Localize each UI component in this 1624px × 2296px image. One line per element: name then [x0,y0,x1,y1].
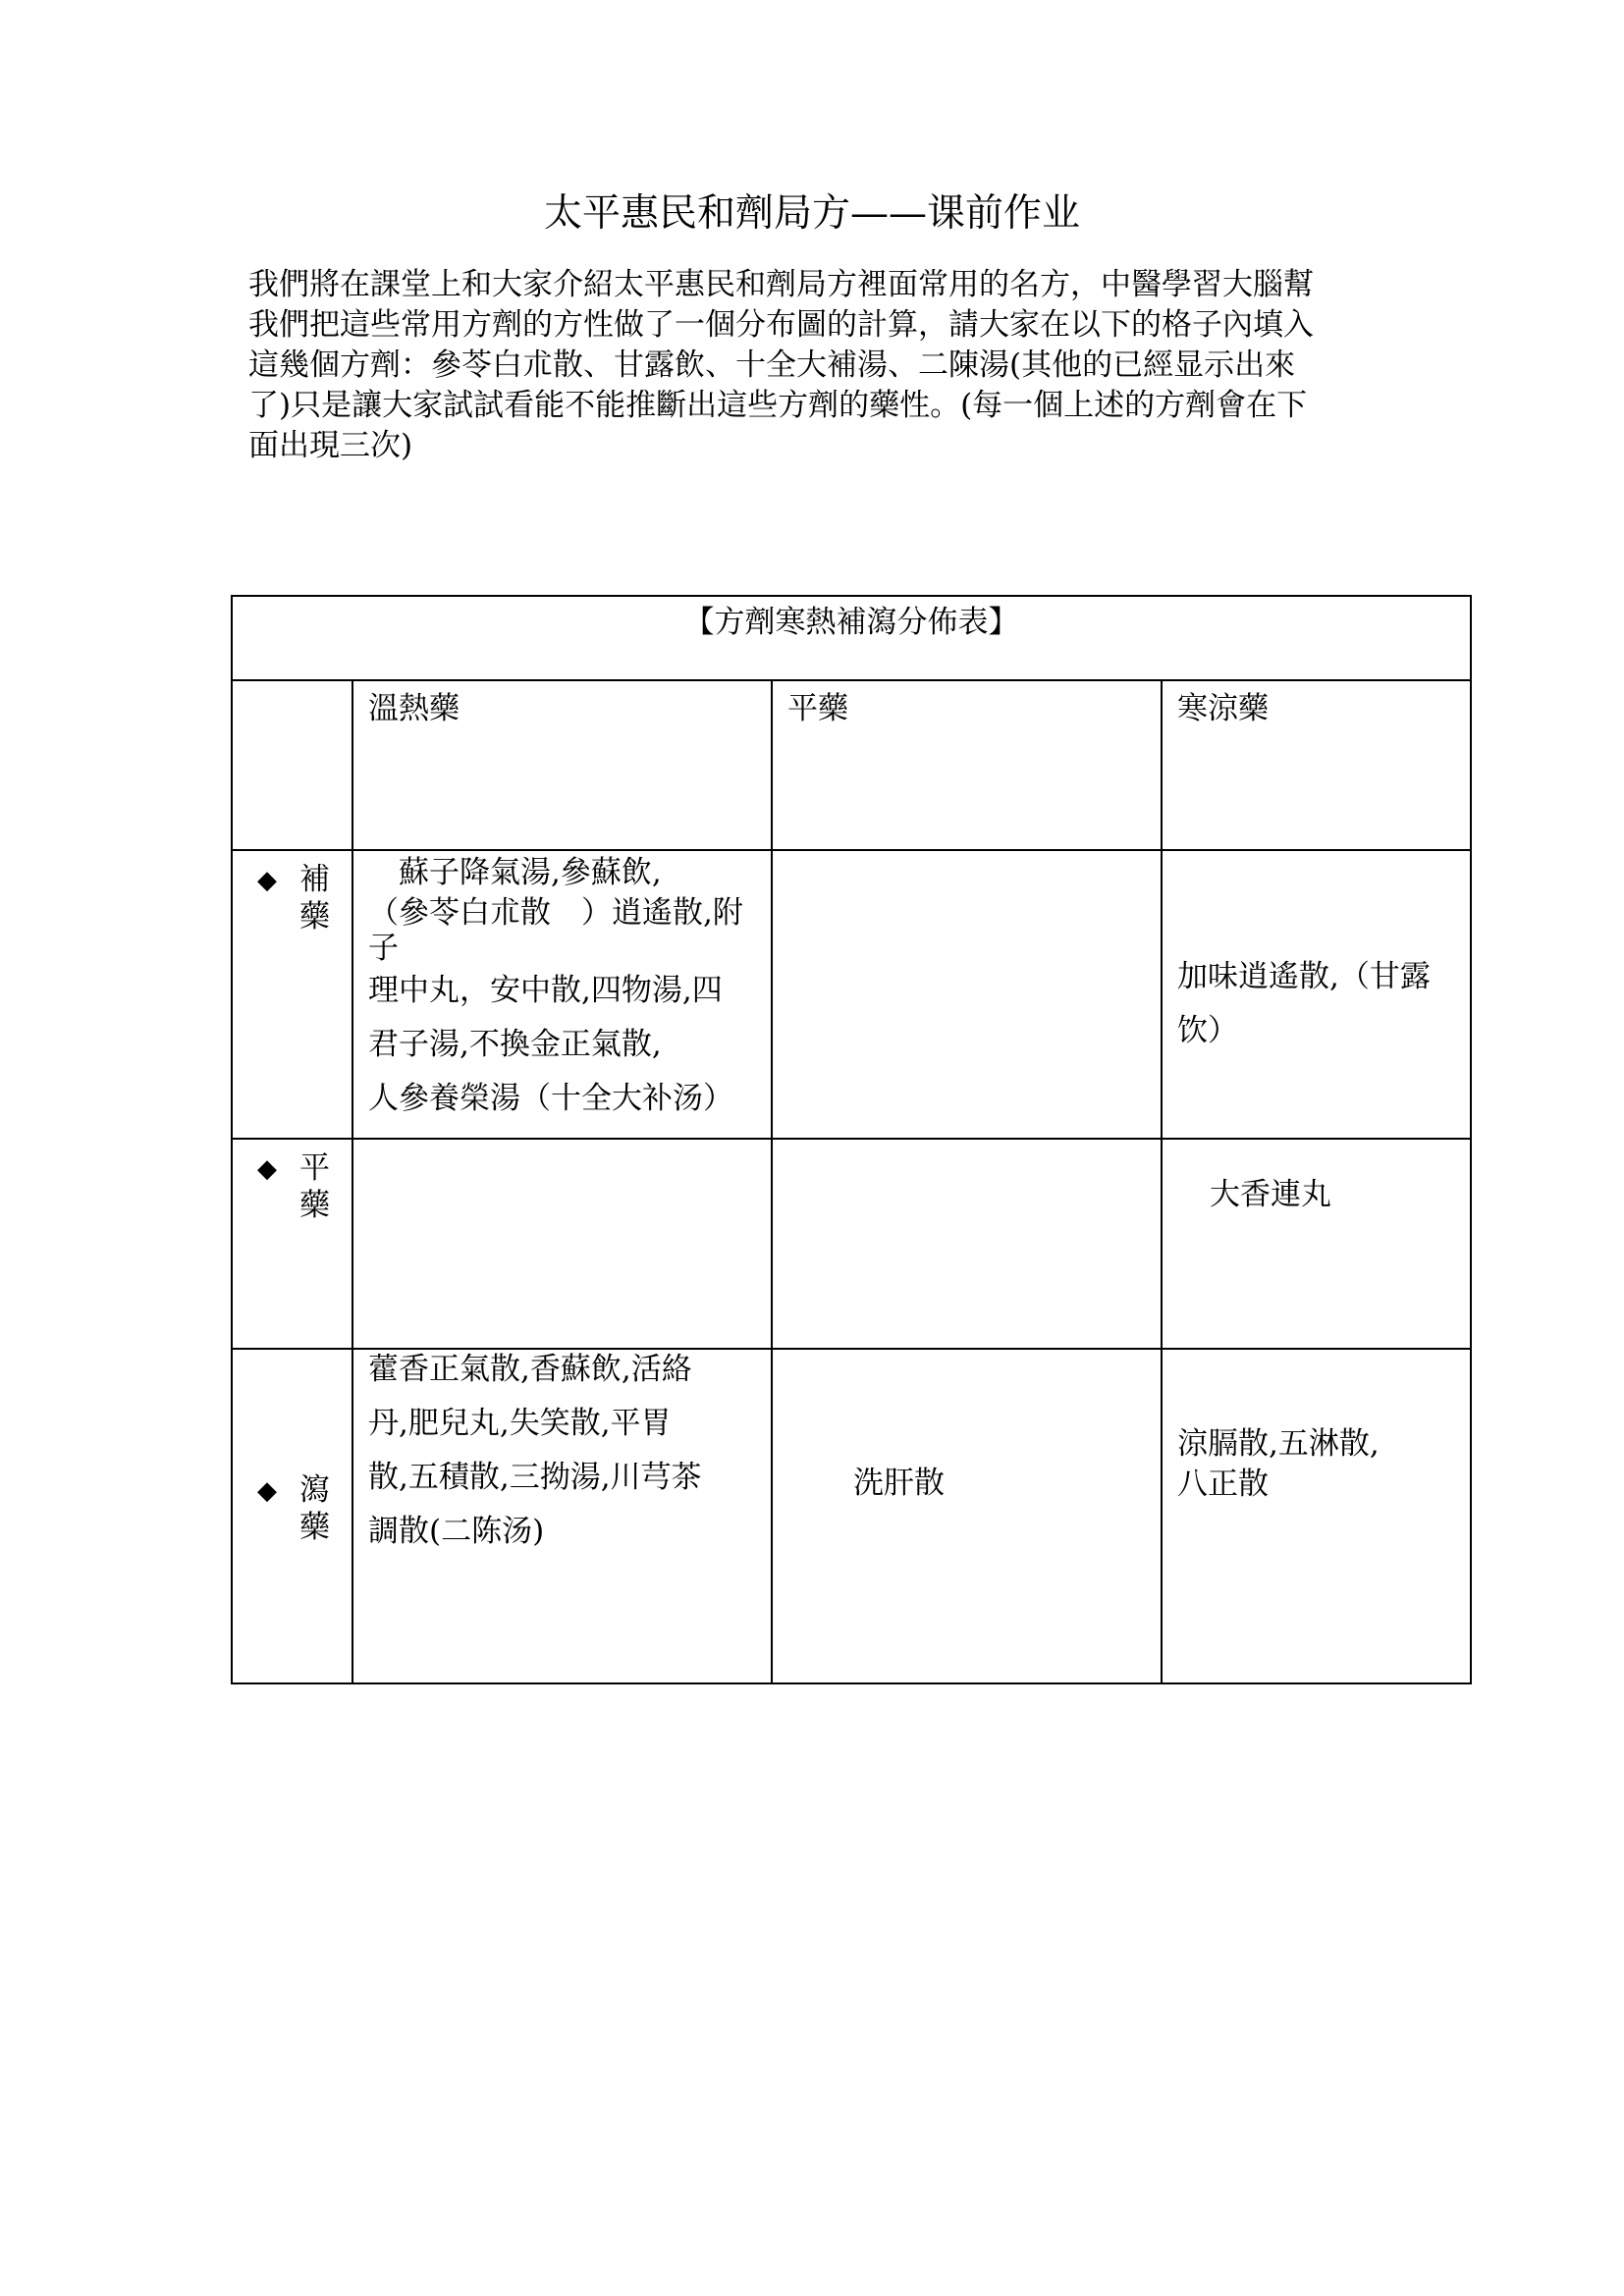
formula-line: 藿香正氣散,香蘇飲,活絡 [368,1352,692,1387]
row-header-neutral [232,1139,352,1349]
row-label: 瀉藥 [299,1472,330,1545]
formula-line: 君子湯,不換金正氣散, [368,1027,662,1062]
column-header-cold: 寒涼藥 [1162,680,1471,850]
intro-line: 面出現三次) [248,428,413,463]
distribution-table [231,595,1472,1684]
cell-neutral-warm [352,1139,772,1349]
column-header-neutral: 平藥 [772,680,1162,850]
intro-line: 了)只是讓大家試試看能不能推斷出這些方劑的藥性。(每一個上述的方劑會在下 [248,388,1308,423]
formula-line: 理中丸，安中散,四物湯,四 [368,973,723,1008]
formula-line: （參苓白朮散 ）逍遙散,附 [368,895,743,931]
cell-purge-cold [1162,1349,1471,1683]
cell-neutral-cold [1162,1139,1471,1349]
diamond-bullet-icon: ◆ [257,1154,277,1184]
row-header-tonify [232,850,352,1139]
intro-line: 我們將在課堂上和大家介紹太平惠民和劑局方裡面常用的名方，中醫學習大腦幫 [248,267,1314,302]
cell-purge-warm [352,1349,772,1683]
row-label: 補藥 [299,862,330,934]
formula-line: 丹,肥兒丸,失笑散,平胃 [368,1406,672,1441]
cell-tonify-cold [1162,850,1471,1139]
intro-paragraph [248,265,1397,466]
row-header-purge [232,1349,352,1683]
formula-line: 大香連丸 [1210,1177,1331,1212]
corner-cell [232,680,352,850]
formula-line: 蘇子降氣湯,參蘇飲, [368,855,662,890]
formula-line: 加味逍遙散,（甘露 [1177,959,1431,994]
document-title: 太平惠民和劑局方——课前作业 [543,191,1080,236]
formula-line: 洗肝散 [853,1466,945,1501]
formula-line: 人參養榮湯（十全大补汤） [368,1081,733,1116]
formula-line: 饮） [1177,1013,1238,1048]
table-row [232,1139,1471,1349]
cell-tonify-neutral [772,850,1162,1139]
formula-line: 涼膈散,五淋散, [1177,1426,1380,1462]
cell-neutral-neutral [772,1139,1162,1349]
cell-tonify-warm [352,850,772,1139]
formula-line: 散,五積散,三拗湯,川芎茶 [368,1460,702,1495]
diamond-bullet-icon: ◆ [257,866,277,895]
table-row [232,850,1471,1139]
diamond-bullet-icon: ◆ [257,1476,277,1506]
intro-line: 我們把這些常用方劑的方性做了一個分布圖的計算，請大家在以下的格子內填入 [248,307,1314,343]
formula-line: 子 [368,931,399,966]
cell-purge-neutral [772,1349,1162,1683]
row-label: 平藥 [299,1150,330,1223]
table-row [232,1349,1471,1683]
formula-line: 八正散 [1177,1467,1269,1502]
table-caption: 【方劑寒熱補瀉分佈表】 [232,596,1471,680]
intro-line: 這幾個方劑：參苓白朮散、甘露飲、十全大補湯、二陳湯(其他的已經显示出來 [248,347,1296,383]
formula-line: 調散(二陈汤) [368,1514,545,1549]
column-header-warm: 溫熱藥 [352,680,772,850]
